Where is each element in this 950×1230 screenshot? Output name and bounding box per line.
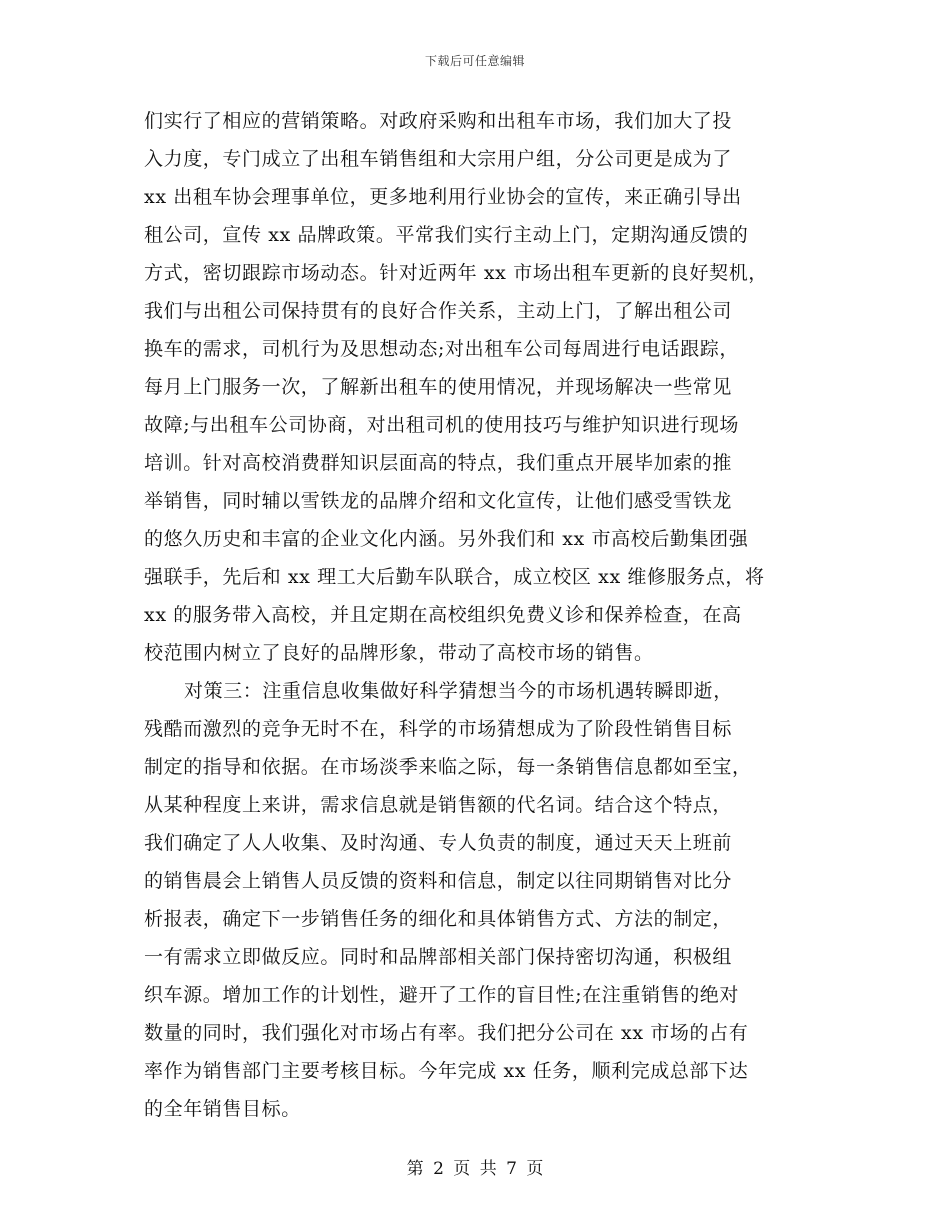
text-line: 故障;与出租车公司协商，对出租司机的使用技巧与维护知识进行现场	[144, 414, 740, 436]
text-line: 一有需求立即做反应。同时和品牌部相关部门保持密切沟通，积极组	[144, 946, 733, 968]
text-line: xx 出租车协会理事单位，更多地利用行业协会的宣传，来正确引导出	[144, 186, 742, 208]
text-line: 率作为销售部门主要考核目标。今年完成 xx 任务，顺利完成总部下达	[144, 1060, 749, 1082]
text-line: 的销售晨会上销售人员反馈的资料和信息，制定以往同期销售对比分	[144, 870, 733, 892]
text-line: 我们确定了人人收集、及时沟通、专人负责的制度，通过天天上班前	[144, 832, 733, 854]
text-line: 织车源。增加工作的计划性，避开了工作的盲目性;在注重销售的绝对	[144, 984, 740, 1006]
page-header: 下载后可任意编辑	[424, 54, 525, 68]
text-line: 每月上门服务一次，了解新出租车的使用情况，并现场解决一些常见	[144, 376, 733, 398]
text-line: 数量的同时，我们强化对市场占有率。我们把分公司在 xx 市场的占有	[144, 1022, 749, 1044]
text-line: 举销售，同时辅以雪铁龙的品牌介绍和文化宣传，让他们感受雪铁龙	[144, 490, 733, 512]
paragraph-2	[144, 672, 814, 1128]
document-body	[144, 102, 814, 1128]
text-line-indented: 对策三：注重信息收集做好科学猜想当今的市场机遇转瞬即逝，	[184, 680, 733, 702]
text-line: 从某种程度上来讲，需求信息就是销售额的代名词。结合这个特点，	[144, 794, 733, 816]
text-line: 入力度，专门成立了出租车销售组和大宗用户组，分公司更是成为了	[144, 148, 733, 170]
text-line: 校范围内树立了良好的品牌形象，带动了高校市场的销售。	[144, 642, 654, 664]
text-line: 残酷而激烈的竞争无时不在，科学的市场猜想成为了阶段性销售目标	[144, 718, 733, 740]
text-line: 的悠久历史和丰富的企业文化内涵。另外我们和 xx 市高校后勤集团强	[144, 528, 749, 550]
text-line: 我们与出租公司保持贯有的良好合作关系，主动上门，了解出租公司	[144, 300, 733, 322]
text-line: 析报表，确定下一步销售任务的细化和具体销售方式、方法的制定，	[144, 908, 733, 930]
text-line: 培训。针对高校消费群知识层面高的特点，我们重点开展毕加索的推	[144, 452, 733, 474]
text-line: 方式，密切跟踪市场动态。针对近两年 xx 市场出租车更新的良好契机，	[144, 262, 768, 284]
page-footer: 第 2 页 共 7 页	[406, 1159, 544, 1179]
text-line: 的全年销售目标。	[144, 1098, 301, 1120]
text-line: 制定的指导和依据。在市场淡季来临之际，每一条销售信息都如至宝，	[144, 756, 752, 778]
text-line: 租公司，宣传 xx 品牌政策。平常我们实行主动上门，定期沟通反馈的	[144, 224, 749, 246]
text-line: 换车的需求，司机行为及思想动态;对出租车公司每周进行电话跟踪，	[144, 338, 740, 360]
text-line: 强联手，先后和 xx 理工大后勤车队联合，成立校区 xx 维修服务点，将	[144, 566, 765, 588]
text-line: 们实行了相应的营销策略。对政府采购和出租车市场，我们加大了投	[144, 110, 733, 132]
paragraph-1	[144, 102, 814, 672]
text-line: xx 的服务带入高校，并且定期在高校组织免费义诊和保养检查，在高	[144, 604, 742, 626]
